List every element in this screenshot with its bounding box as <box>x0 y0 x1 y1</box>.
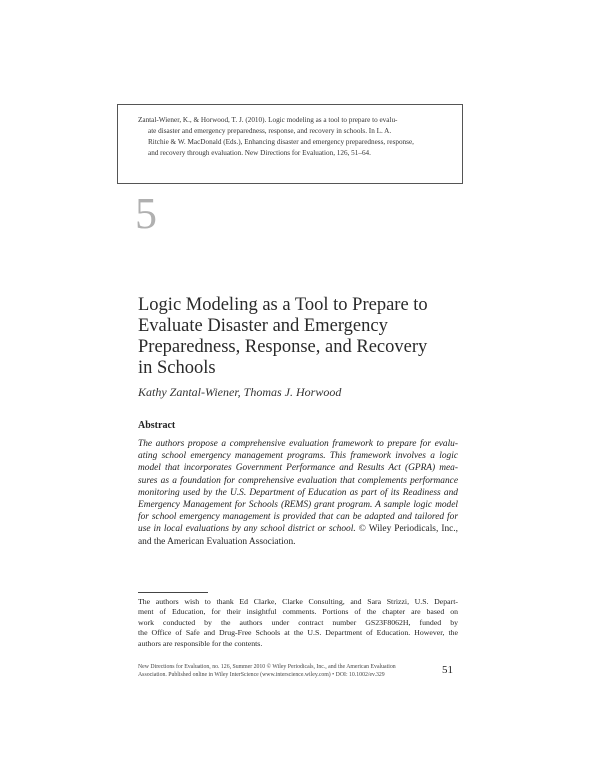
abstract-line: ating school emergency management programs. This framework involves a logic <box>138 451 458 462</box>
chapter-number: 5 <box>135 189 157 238</box>
title-line: Preparedness, Response, and Recovery <box>138 337 428 357</box>
footnote-line: The authors wish to thank Ed Clarke, Clarke Consulting, and Sara Strizzi, U.S. Depart- <box>138 597 458 606</box>
title-line: in Schools <box>138 358 216 378</box>
footnote-divider <box>138 592 208 593</box>
footnote-line: ment of Education, for their insightful comments. Portions of the chapter are based on <box>138 607 458 617</box>
footnote-line: authors are responsible for the contents. <box>138 638 263 648</box>
chapter-title <box>138 295 478 379</box>
abstract-heading: Abstract <box>138 420 176 431</box>
acknowledgment-footnote <box>138 597 458 649</box>
citation-line: and recovery through evaluation. New Directions for Evaluation, 126, 51–64. <box>148 149 371 157</box>
abstract-line: for school emergency management is provided that can be adapted and tailored for <box>138 512 458 523</box>
citation-line: Ritchie & W. MacDonald (Eds.), Enhancing disaster and emergency preparedness, response, <box>148 138 414 146</box>
abstract-line: Emergency Management for Schools (REMS) grant program. A sample logic model <box>138 500 458 511</box>
abstract-line: and the American Evaluation Association. <box>138 536 296 547</box>
footer-line: Association. Published online in Wiley InterScience (www.interscience.wiley.com) • DOI: 10.1002/ev.329 <box>138 672 385 678</box>
journal-footer <box>138 663 438 679</box>
abstract-line: use in local evaluations by any school district or school. © Wiley Periodicals, Inc., <box>138 524 458 535</box>
footer-line: New Directions for Evaluation, no. 126, Summer 2010 © Wiley Periodicals, Inc., and the American Evaluation <box>138 664 396 670</box>
copyright-notice: © Wiley Periodicals, Inc., <box>358 524 458 535</box>
abstract-line: The authors propose a comprehensive evaluation framework to prepare for evalu- <box>138 439 458 449</box>
footnote-line: work conducted by the authors under contract number GS23F8062H, funded by <box>138 617 458 627</box>
abstract-line: monitoring used by the U.S. Department of Education as part of its Readiness and <box>138 487 458 498</box>
footnote-line: the Office of Safe and Drug-Free Schools at the U.S. Department of Education. However, the <box>138 628 458 638</box>
citation-line: ate disaster and emergency preparedness, response, and recovery in schools. In L. A. <box>148 127 392 135</box>
page-number: 51 <box>442 664 453 676</box>
title-line: Evaluate Disaster and Emergency <box>138 316 388 336</box>
title-line: Logic Modeling as a Tool to Prepare to <box>138 295 428 315</box>
authors: Kathy Zantal-Wiener, Thomas J. Horwood <box>138 385 342 399</box>
abstract-line: sures as a foundation for comprehensive evaluation that complements performance <box>138 475 458 486</box>
abstract-line: model that incorporates Government Performance and Results Act (GPRA) mea- <box>138 463 458 474</box>
abstract-body <box>138 438 458 548</box>
citation-line: Zantal-Wiener, K., & Horwood, T. J. (2010). Logic modeling as a tool to prepare to evalu- <box>138 116 398 124</box>
citation-box <box>117 104 463 184</box>
